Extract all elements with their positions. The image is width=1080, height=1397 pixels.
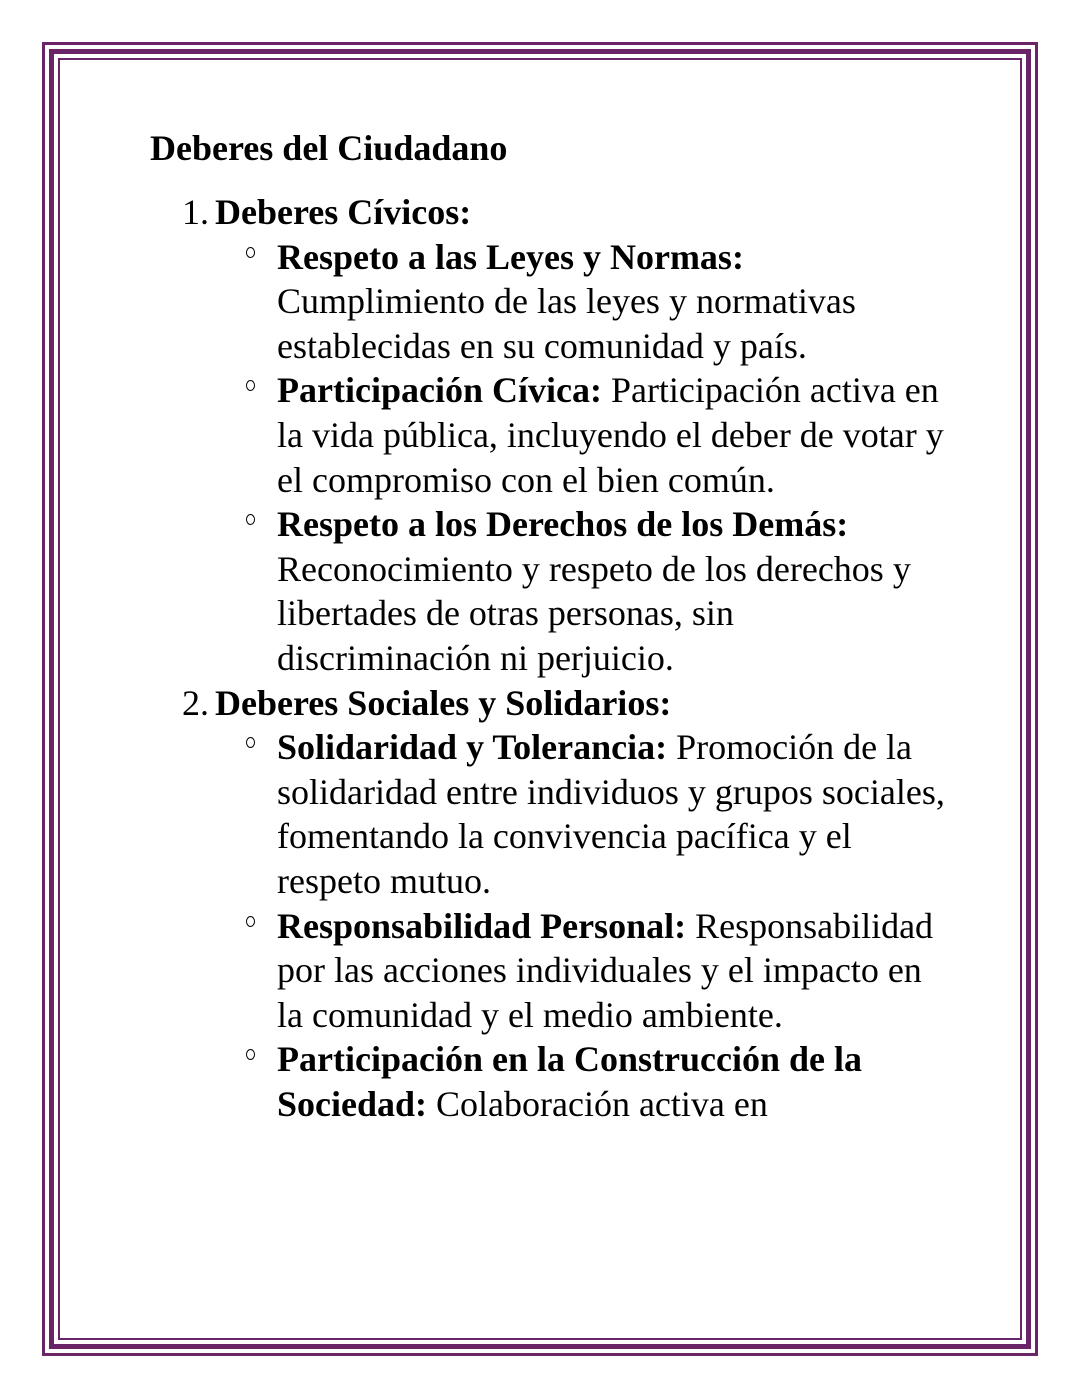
item-text: Responsabilidad por las acciones individuales y el impacto en la comunidad y el medio ambiente.: [277, 905, 934, 1035]
item-title: Solidaridad y Tolerancia:: [277, 727, 668, 768]
hollow-circle-bullet-icon: [246, 514, 255, 525]
section-heading: [182, 190, 950, 235]
section-items: [215, 725, 950, 1126]
list-item: [277, 502, 950, 680]
list-item: [277, 1037, 950, 1126]
section-items: [215, 235, 950, 681]
section-label: Deberes Sociales y Solidarios:: [215, 682, 672, 723]
hollow-circle-bullet-icon: [246, 247, 255, 258]
hollow-circle-bullet-icon: [246, 380, 255, 391]
item-text: Colaboración activa en: [436, 1083, 768, 1124]
document-title: Deberes del Ciudadano: [150, 128, 508, 168]
item-title: Respeto a las Leyes y Normas:: [277, 236, 744, 277]
section-deberes-civicos: [150, 190, 950, 681]
section-deberes-sociales: [150, 681, 950, 1127]
item-text: Reconocimiento y respeto de los derechos y libertades de otras personas, sin discriminación ni perjuicio.: [277, 548, 911, 678]
list-item: [277, 725, 950, 903]
section-number: 2.: [182, 682, 209, 723]
item-title: Participación en la Construcción de la Sociedad:: [277, 1039, 862, 1124]
item-title: Participación Cívica:: [277, 370, 602, 411]
document-content: [150, 126, 950, 1126]
item-text: Cumplimiento de las leyes y normativas establecidas en su comunidad y país.: [277, 281, 856, 366]
item-text: Promoción de la solidaridad entre individuos y grupos sociales, fomentando la convivencia pacífica y el respeto mutuo.: [277, 727, 945, 901]
list-item: [277, 235, 950, 369]
list-item: [277, 368, 950, 502]
section-label: Deberes Cívicos:: [215, 192, 472, 232]
item-title: Respeto a los Derechos de los Demás:: [277, 504, 849, 545]
hollow-circle-bullet-icon: [246, 737, 255, 748]
hollow-circle-bullet-icon: [246, 916, 255, 927]
item-title: Responsabilidad Personal:: [277, 905, 687, 946]
list-item: [277, 904, 950, 1038]
section-heading: [182, 681, 950, 726]
hollow-circle-bullet-icon: [246, 1049, 255, 1060]
section-number: 1.: [182, 192, 209, 232]
item-text: Participación activa en la vida pública, incluyendo el deber de votar y el compromiso con el bien común.: [277, 370, 944, 500]
